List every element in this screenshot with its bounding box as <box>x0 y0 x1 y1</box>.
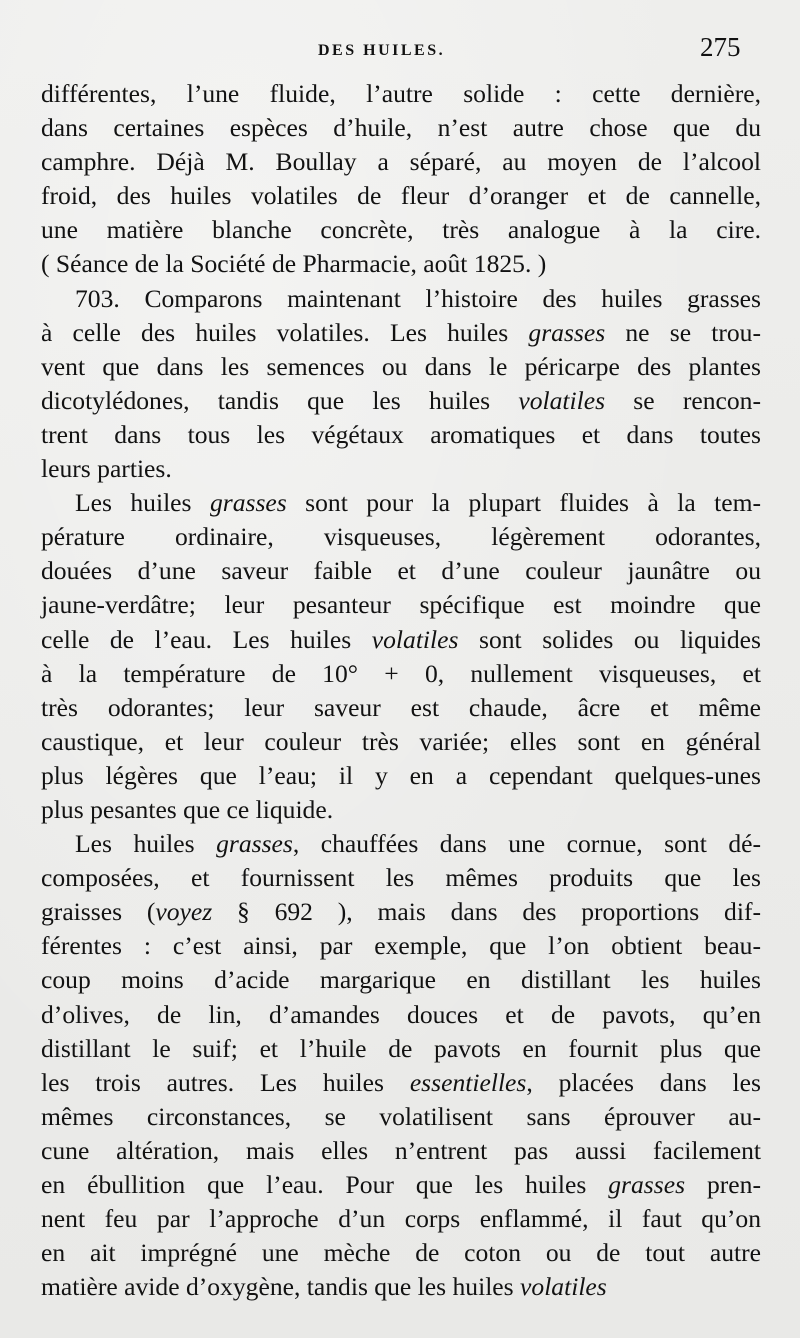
text-line <box>41 145 761 179</box>
text-line <box>41 486 761 520</box>
text-line <box>41 793 761 827</box>
text-line <box>41 282 761 316</box>
text-line <box>41 111 761 145</box>
text-segment: douées d’une saveur faible et d’une couleur jaunâtre ou <box>41 556 761 586</box>
text-line <box>41 247 761 281</box>
text-segment: en ébullition que l’eau. Pour que les huiles <box>41 1170 609 1199</box>
text-segment: Les huiles <box>75 488 210 518</box>
italic-text: grasses <box>608 1170 686 1199</box>
text-line <box>41 725 761 759</box>
text-segment: plus pesantes que ce liquide. <box>41 794 334 824</box>
running-title: DES HUILES. <box>318 42 446 59</box>
text-line <box>41 895 761 929</box>
text-line <box>41 861 761 895</box>
text-line <box>41 1202 761 1236</box>
text-segment: cune altération, mais elles n’entrent pas aussi facilement <box>41 1135 761 1165</box>
text-segment: camphre. Déjà M. Boullay a séparé, au moyen de l’alcool <box>41 147 761 177</box>
text-segment: , placées dans les <box>526 1067 761 1097</box>
text-segment: férentes : c’est ainsi, par exemple, que l’on obtient beau- <box>41 931 761 961</box>
text-line <box>41 929 761 963</box>
text-segment: à celle des huiles volatiles. Les huiles <box>41 317 529 347</box>
text-line <box>41 179 761 213</box>
text-line <box>41 1100 761 1134</box>
text-segment: ( Séance de la Société de Pharmacie, août 1825. ) <box>41 249 547 279</box>
text-segment: matière avide d’oxygène, tandis que les huiles <box>41 1272 521 1302</box>
text-segment: composées, et fournissent les mêmes produits que les <box>41 863 761 893</box>
text-segment: 703. Comparons maintenant l’histoire des huiles grasses <box>75 283 761 313</box>
body-text <box>41 77 761 1304</box>
text-segment: Les huiles <box>75 829 217 859</box>
text-line <box>41 452 761 486</box>
text-line <box>41 963 761 997</box>
text-line <box>41 1134 761 1168</box>
text-line <box>41 554 761 588</box>
text-segment: différentes, l’une fluide, l’autre solide : cette dernière, <box>41 79 761 108</box>
text-line <box>41 1168 761 1202</box>
text-segment: plus légères que l’eau; il y en a cependant quelques-unes <box>41 760 761 790</box>
paragraph <box>41 486 761 827</box>
paragraph <box>41 77 761 282</box>
text-segment: vent que dans les semences ou dans le péricarpe des plantes <box>41 351 761 381</box>
text-line <box>41 998 761 1032</box>
text-segment: les trois autres. Les huiles <box>41 1067 410 1097</box>
text-segment: ne se trou- <box>605 317 761 347</box>
text-segment: une matière blanche concrète, très analogue à la cire. <box>41 215 761 245</box>
text-segment: très odorantes; leur saveur est chaude, âcre et même <box>41 692 761 722</box>
italic-text: grasses <box>528 317 606 347</box>
text-line <box>41 1270 761 1304</box>
text-segment: à la température de 10° + 0, nullement visqueuses, et <box>41 658 761 688</box>
text-line <box>41 418 761 452</box>
text-segment: sont solides ou liquides <box>458 624 761 654</box>
text-line <box>41 827 761 861</box>
running-head <box>0 32 800 68</box>
text-segment: dicotylédones, tandis que les huiles <box>41 385 519 415</box>
italic-text: grasses <box>216 829 293 859</box>
text-segment: § 692 ), mais dans des proportions dif- <box>212 897 761 927</box>
page-number: 275 <box>700 32 741 62</box>
text-line <box>41 1032 761 1066</box>
text-line <box>41 77 761 111</box>
text-segment: pérature ordinaire, visqueuses, légèrement odorantes, <box>41 522 761 552</box>
text-segment: dans certaines espèces d’huile, n’est autre chose que du <box>41 113 761 143</box>
text-line <box>41 1236 761 1270</box>
text-segment: d’olives, de lin, d’amandes douces et de pavots, qu’en <box>41 999 761 1029</box>
text-line <box>41 520 761 554</box>
text-line <box>41 1066 761 1100</box>
italic-text: volatiles <box>371 624 459 654</box>
text-segment: celle de l’eau. Les huiles <box>41 624 372 654</box>
text-segment: se rencon- <box>605 385 761 415</box>
text-line <box>41 384 761 418</box>
text-segment: coup moins d’acide margarique en distillant les huiles <box>41 965 761 995</box>
text-line <box>41 316 761 350</box>
text-segment: caustique, et leur couleur très variée; elles sont en général <box>41 726 761 756</box>
text-segment: graisses ( <box>41 897 156 927</box>
text-segment: pren- <box>685 1170 761 1199</box>
text-segment: nent feu par l’approche d’un corps enflammé, il faut qu’on <box>41 1204 761 1234</box>
text-line <box>41 213 761 247</box>
paragraph <box>41 827 761 1304</box>
italic-text: volatiles <box>518 385 606 415</box>
text-line <box>41 350 761 384</box>
italic-text: volatiles <box>520 1272 607 1302</box>
text-segment: en ait imprégné une mèche de coton ou de tout autre <box>41 1238 761 1268</box>
italic-text: grasses <box>209 488 287 518</box>
text-segment: leurs parties. <box>41 454 172 484</box>
text-segment: jaune-verdâtre; leur pesanteur spécifique est moindre que <box>41 590 761 620</box>
italic-text: essentielles <box>409 1067 527 1097</box>
italic-text: voyez <box>155 897 213 927</box>
text-segment: trent dans tous les végétaux aromatiques et dans toutes <box>41 419 761 449</box>
text-segment: , chauffées dans une cornue, sont dé- <box>292 829 761 859</box>
text-line <box>41 623 761 657</box>
paragraph <box>41 282 761 487</box>
text-line <box>41 691 761 725</box>
text-segment: distillant le suif; et l’huile de pavots en fournit plus que <box>41 1033 761 1063</box>
text-segment: mêmes circonstances, se volatilisent sans éprouver au- <box>41 1101 761 1131</box>
text-line <box>41 759 761 793</box>
text-line <box>41 657 761 691</box>
text-segment: sont pour la plupart fluides à la tem- <box>286 488 762 518</box>
text-line <box>41 588 761 622</box>
text-segment: froid, des huiles volatiles de fleur d’oranger et de cannelle, <box>41 181 761 211</box>
